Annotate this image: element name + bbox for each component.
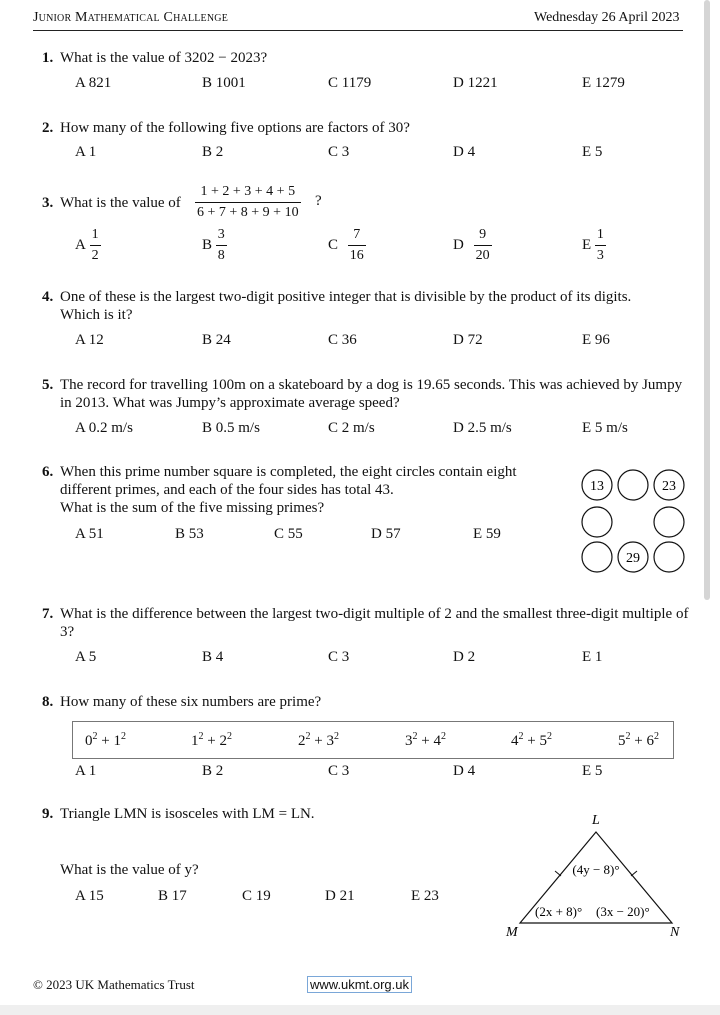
- option-d: D 2: [453, 649, 476, 665]
- option-letter: B: [202, 237, 213, 253]
- question-subtext: What is the value of y?: [60, 862, 199, 878]
- question-number: 3.: [42, 195, 54, 211]
- option-numerator: 9: [479, 227, 487, 242]
- question-text: One of these is the largest two-digit positive integer that is divisible by the product of its digits. Which is it?: [60, 289, 632, 323]
- question-number: 9.: [42, 806, 54, 822]
- expression-1: $0^2 + 1^2$: [85, 731, 126, 749]
- option-b: B 0.5 m/s: [202, 420, 260, 436]
- option-letter: A: [75, 237, 86, 253]
- page-bottom-edge: [0, 1005, 720, 1015]
- option-numerator: 1: [596, 227, 604, 242]
- option-c: C 55: [274, 526, 303, 542]
- option-numerator: 1: [91, 227, 99, 242]
- option-c: C 3: [328, 144, 350, 160]
- vertex-label-l: L: [592, 813, 600, 828]
- option-a: A 821: [75, 75, 112, 91]
- option-d: D 72: [453, 332, 483, 348]
- option-denominator: 16: [349, 248, 364, 263]
- expression-3: $2^2 + 3^2$: [298, 731, 339, 749]
- question-number: 7.: [42, 606, 54, 622]
- circle-middle-right: [654, 507, 684, 537]
- footer-website-link[interactable]: www.ukmt.org.uk: [307, 976, 412, 993]
- option-e: E 5 m/s: [582, 420, 628, 436]
- option-numerator: 7: [353, 227, 361, 242]
- option-a: A 51: [75, 526, 104, 542]
- option-d: D 4: [453, 763, 476, 779]
- option-letter: D: [453, 237, 464, 253]
- question-number: 6.: [42, 464, 54, 480]
- option-letter: E: [582, 237, 592, 253]
- option-denominator: 3: [596, 248, 604, 263]
- question-8: [42, 693, 692, 711]
- vertex-label-m: M: [506, 925, 518, 940]
- option-e: E 5: [582, 763, 603, 779]
- tick-mark-ln: [631, 871, 637, 876]
- option-a: A 5: [75, 649, 97, 665]
- expression-4: $3^2 + 4^2$: [405, 731, 446, 749]
- question-text-line: When this prime number square is completed, the eight circles contain eight: [60, 464, 517, 480]
- angle-label-top: (4y − 8)°: [572, 862, 620, 877]
- option-e: E 1: [582, 649, 603, 665]
- circle-middle-left: [582, 507, 612, 537]
- option-c: C 3: [328, 649, 350, 665]
- option-denominator: 20: [475, 248, 490, 263]
- option-e: E 5: [582, 144, 603, 160]
- option-d: D 21: [325, 888, 355, 904]
- option-a: A 15: [75, 888, 104, 904]
- option-b: B 2: [202, 144, 224, 160]
- question-2: [42, 119, 692, 137]
- expression-6: $5^2 + 6^2$: [618, 731, 659, 749]
- circle-value-top-right: 23: [662, 479, 676, 494]
- option-b: [202, 227, 227, 264]
- page-header-title: Junior Mathematical Challenge: [33, 10, 229, 25]
- option-c: C 36: [328, 332, 357, 348]
- question-text: What is the difference between the largest two-digit multiple of 2 and the smallest three-digit multiple of 3?: [60, 606, 689, 640]
- option-a: A 1: [75, 144, 97, 160]
- header-rule: [33, 30, 683, 31]
- option-d: D 1221: [453, 75, 498, 91]
- option-b: B 1001: [202, 75, 246, 91]
- question-number: 4.: [42, 289, 54, 305]
- angle-label-right: (3x − 20)°: [596, 904, 650, 919]
- prime-square-diagram: [575, 468, 690, 576]
- option-d: D 4: [453, 144, 476, 160]
- fraction-denominator: 6 + 7 + 8 + 9 + 10: [197, 205, 299, 220]
- question-text-line: different primes, and each of the four sides has total 43.: [60, 482, 394, 498]
- angle-label-left: (2x + 8)°: [535, 904, 583, 919]
- question-mark: ?: [315, 193, 322, 209]
- question-text: The record for travelling 100m on a skateboard by a dog is 19.65 seconds. This was achieved by Jumpy in 2013. What was Jumpy’s approximate average speed?: [60, 377, 683, 411]
- circle-top-middle: [618, 470, 648, 500]
- question-text: Triangle LMN is isosceles with LM = LN.: [60, 806, 315, 822]
- question-text: What is the value of: [60, 195, 181, 211]
- expressions-box: [72, 721, 674, 759]
- option-denominator: 2: [91, 248, 99, 263]
- fraction-numerator: 1 + 2 + 3 + 4 + 5: [200, 184, 296, 199]
- question-4: [42, 288, 672, 324]
- option-c: C 19: [242, 888, 271, 904]
- question-text: How many of these six numbers are prime?: [60, 694, 322, 710]
- page-header-date: Wednesday 26 April 2023: [534, 10, 680, 25]
- option-c: [328, 227, 366, 264]
- question-number: 1.: [42, 50, 54, 66]
- question-number: 8.: [42, 694, 54, 710]
- circle-bottom-right: [654, 542, 684, 572]
- circle-value-bottom-middle: 29: [626, 551, 640, 566]
- tick-mark-lm: [555, 871, 561, 876]
- question-text: What is the value of 3202 − 2023?: [60, 50, 268, 66]
- option-c: C 2 m/s: [328, 420, 375, 436]
- question-number: 5.: [42, 377, 54, 393]
- option-d: D 2.5 m/s: [453, 420, 512, 436]
- option-a: A 1: [75, 763, 97, 779]
- question-1: [42, 49, 692, 67]
- question-text-line: What is the sum of the five missing primes?: [60, 500, 325, 516]
- circle-bottom-left: [582, 542, 612, 572]
- option-b: B 17: [158, 888, 187, 904]
- question-number: 2.: [42, 120, 54, 136]
- question-7: [42, 605, 690, 641]
- circle-value-top-left: 13: [590, 479, 604, 494]
- option-e: E 1279: [582, 75, 625, 91]
- option-b: B 4: [202, 649, 224, 665]
- question-text: How many of the following five options are factors of 30?: [60, 120, 410, 136]
- option-b: B 2: [202, 763, 224, 779]
- option-d: D 57: [371, 526, 401, 542]
- option-letter: C: [328, 237, 339, 253]
- question-5: [42, 376, 690, 412]
- triangle-diagram: [500, 808, 695, 943]
- option-a: [75, 227, 101, 264]
- option-b: B 24: [202, 332, 231, 348]
- option-e: [582, 227, 606, 264]
- option-e: E 23: [411, 888, 439, 904]
- footer-copyright: © 2023 UK Mathematics Trust: [33, 977, 195, 992]
- scrollbar[interactable]: [704, 0, 710, 600]
- option-numerator: 3: [217, 227, 225, 242]
- question-3-fraction: [195, 184, 301, 221]
- option-denominator: 8: [217, 248, 225, 263]
- option-c: C 1179: [328, 75, 372, 91]
- option-c: C 3: [328, 763, 350, 779]
- option-b: B 53: [175, 526, 204, 542]
- option-e: E 96: [582, 332, 610, 348]
- option-a: A 12: [75, 332, 104, 348]
- option-a: A 0.2 m/s: [75, 420, 133, 436]
- expression-2: $1^2 + 2^2$: [191, 731, 232, 749]
- option-e: E 59: [473, 526, 501, 542]
- vertex-label-n: N: [670, 925, 680, 940]
- option-d: [453, 227, 492, 264]
- expression-5: $4^2 + 5^2$: [511, 731, 552, 749]
